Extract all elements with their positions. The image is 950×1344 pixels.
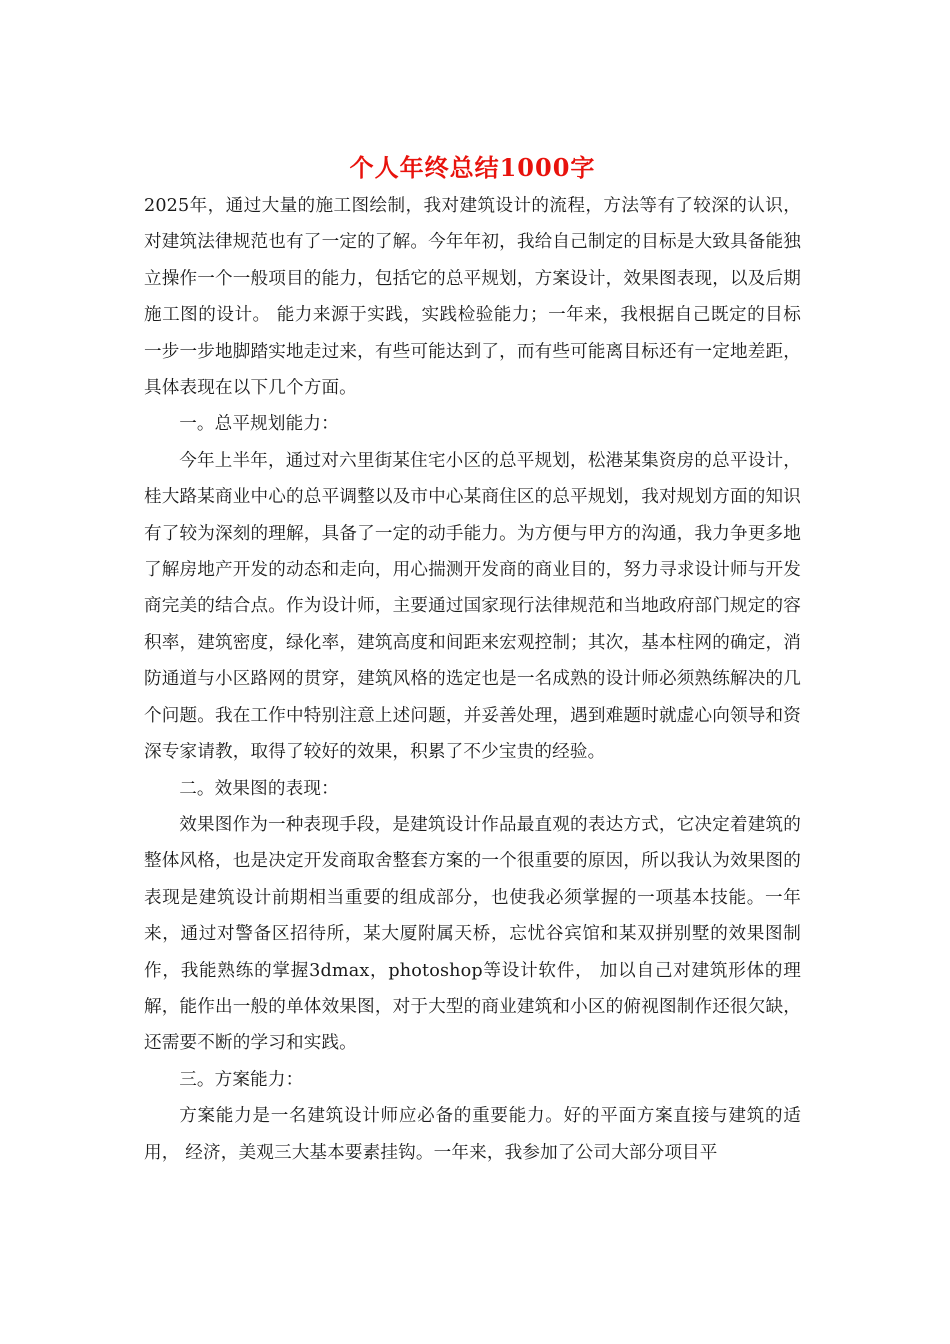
section-body-1: 今年上半年，通过对六里街某住宅小区的总平规划，松港某集资房的总平设计，桂大路某商业中心的总平调整以及市中心某商住区的总平规划，我对规划方面的知识有了较为深刻的理解，具备了一定的动手能力。为方便与甲方的沟通，我力争更多地了解房地产开发的动态和走向，用心揣测开发商的商业目的，努力寻求设计师与开发商完美的结合点。作为设计师，主要通过国家现行法律规范和当地政府部门规定的容积率，建筑密度，绿化率，建筑高度和间距来宏观控制；其次，基本柱网的确定，消防通道与小区路网的贯穿，建筑风格的选定也是一名成熟的设计师必须熟练解决的几个问题。我在工作中特别注意上述问题，并妥善处理，遇到难题时就虚心向领导和资深专家请教，取得了较好的效果，积累了不少宝贵的经验。 — [144, 450, 801, 763]
section-heading-2: 二。效果图的表现： — [179, 778, 339, 799]
intro-paragraph: 2025年，通过大量的施工图绘制，我对建筑设计的流程，方法等有了较深的认识，对建筑法律规范也有了一定的了解。今年年初，我给自己制定的目标是大致具备能独立操作一个一般项目的能力，包括它的总平规划，方案设计，效果图表现，以及后期施工图的设计。 能力来源于实践，实践检验能力；一年来，我根据自己既定的目标一步一步地脚踏实地走过来，有些可能达到了，而有些可能离目标还有一定地差距，具体表现在以下几个方面。 — [144, 196, 801, 399]
section-body-2: 效果图作为一种表现手段，是建筑设计作品最直观的表达方式，它决定着建筑的整体风格，也是决定开发商取舍整套方案的一个很重要的原因，所以我认为效果图的表现是建筑设计前期相当重要的组成部分，也使我必须掌握的一项基本技能。一年来，通过对警备区招待所，某大厦附属天桥，忘忧谷宾馆和某双拼别墅的效果图制作，我能熟练的掌握3dmax，photoshop等设计软件， 加以自己对建筑形体的理解，能作出一般的单体效果图，对于大型的商业建筑和小区的俯视图制作还很欠缺，还需要不断的学习和实践。 — [144, 814, 801, 1054]
section-heading-1: 一。总平规划能力： — [179, 414, 339, 435]
document-content — [144, 148, 801, 1171]
document-title: 个人年终总结1000字 — [349, 153, 596, 182]
section-body-3: 方案能力是一名建筑设计师应必备的重要能力。好的平面方案直接与建筑的适用， 经济，美观三大基本要素挂钩。一年来，我参加了公司大部分项目平 — [144, 1106, 801, 1163]
section-heading-3: 三。方案能力： — [179, 1069, 304, 1090]
